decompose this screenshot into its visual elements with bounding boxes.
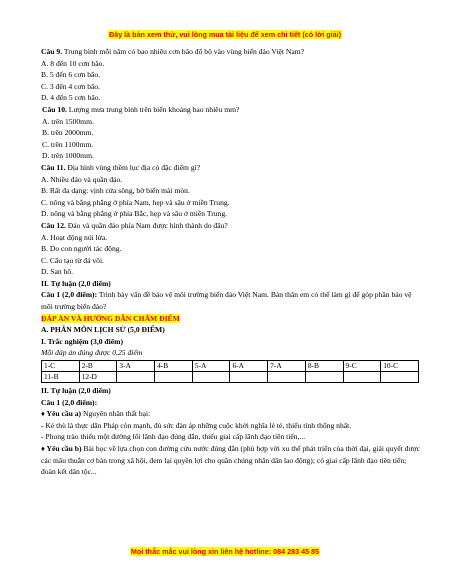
option: A. trên 1500mm. [42, 116, 94, 126]
table-cell [230, 372, 268, 383]
option: C. nông và bằng phẳng ở phía Nam, hẹp và sâu ở miền Trung. [41, 197, 230, 207]
table-cell: 12-D [79, 372, 117, 383]
option: D. 4 đến 5 cơn bão. [41, 93, 101, 103]
option: A. 8 đến 10 cơn bão. [41, 58, 105, 68]
question-number: Câu 1 (2,0 điểm): [41, 290, 98, 300]
multiple-choice-heading: I. Trắc nghiệm (3,0 điểm) [41, 336, 123, 346]
question-text: Lượng mưa trung bình trên biển khoảng bao nhiêu mm? [66, 104, 240, 114]
requirement-label: ♦ Yêu cầu b) [41, 444, 82, 453]
table-cell: 5-A [192, 361, 230, 372]
option: C. Cấu tạo từ đá vôi. [41, 255, 104, 265]
requirement-label: ♦ Yêu cầu a) [41, 409, 82, 419]
table-cell: 8-B [305, 361, 343, 372]
answer-point: - Phong trào thiếu một đường lối lãnh đạo đúng đắn, thiếu giai cấp lãnh đạo tiên tiến,... [41, 432, 306, 442]
question-9 [41, 46, 421, 58]
table-row [42, 361, 419, 372]
table-cell: 6-A [230, 361, 268, 372]
table-cell [192, 372, 230, 383]
preview-notice-text: Đây là bản xem thử, vui lòng mua tài liệu để xem chi tiết (có lời giải) [109, 30, 341, 39]
table-cell: 2-B [79, 361, 117, 372]
question-12 [41, 220, 421, 232]
document-body [41, 46, 421, 478]
question-text: Đảo và quần đảo phía Nam được hình thành do đâu? [65, 220, 228, 230]
question-number: Câu 10. [42, 104, 67, 114]
option: A. Nhiều đảo và quần đảo. [41, 174, 123, 184]
table-cell: 9-C [343, 361, 381, 372]
table-cell [155, 372, 193, 383]
question-text: Trung bình mỗi năm có bao nhiêu cơn bão đổ bộ vào vùng biển đảo Việt Nam? [62, 47, 305, 56]
question-number: Câu 12. [41, 220, 66, 230]
essay-heading: II. Tự luận (2,0 điểm) [41, 386, 111, 396]
section-heading: II. Tự luận (2,0 điểm) [41, 278, 111, 288]
answer-point: - Kẻ thù là thực dân Pháp còn mạnh, đủ sức đàn áp những cuộc khởi nghĩa lẻ tẻ, thiếu tính thống nhất. [41, 420, 352, 430]
table-cell [305, 372, 343, 383]
table-cell [343, 372, 381, 383]
option: D. nông và bằng phẳng ở phía Bắc, hẹp và sâu ở miền Trung. [41, 209, 228, 219]
requirement-a: ♦ Yêu cầu a) Nguyên nhân thất bại: [41, 409, 151, 419]
table-cell: 3-A [117, 361, 155, 372]
essay-answer-heading: Câu 1 (2,0 điểm): [41, 397, 98, 407]
option: B. Do con người tác động. [41, 244, 122, 254]
question-number: Câu 9. [41, 47, 63, 56]
table-row [42, 372, 419, 383]
question-11 [41, 162, 421, 174]
answer-key-heading: ĐÁP ÁN VÀ HƯỚNG DẪN CHẤM ĐIỂM [41, 313, 180, 323]
option: B. Rất đa dạng: vịnh cửa sông, bờ biển mài mòn. [41, 186, 190, 196]
table-cell: 7-A [268, 361, 306, 372]
option: B. 5 đến 6 cơn bão. [41, 70, 101, 80]
option: A. Hoạt động núi lửa. [41, 232, 108, 242]
requirement-b: ♦ Yêu cầu b) Bài học về lựa chọn con đường cứu nước đúng đắn (phù hợp với xu thế phát triển của thời đại, giải quyết được các mâu thuẫn cơ bản trong xã hội, đem lại quyền lợi cho quần chúng nhân dân lao động); có giai cấp lãnh đạo tiên tiến; đoàn kết dân tộc... [41, 444, 420, 477]
essay-question-1 [41, 289, 421, 312]
answer-table [41, 360, 419, 383]
option: B. trên 2000mm. [42, 128, 94, 138]
table-cell [381, 372, 419, 383]
question-text: Địa hình vùng thềm lục địa có đặc điểm gì? [65, 162, 201, 172]
preview-notice-banner [0, 30, 450, 39]
table-cell: 11-B [42, 372, 80, 383]
table-cell [268, 372, 306, 383]
question-number: Câu 11. [41, 162, 66, 172]
scoring-note: Mỗi đáp án đúng được 0,25 điểm [41, 348, 143, 358]
option: D. San hô. [41, 267, 74, 277]
option: C. trên 1100mm. [42, 139, 94, 149]
table-cell [117, 372, 155, 383]
table-cell: 10-C [381, 361, 419, 372]
hotline-banner [0, 547, 450, 556]
option: C. 3 đến 4 cơn bão. [41, 81, 101, 91]
section-a-heading: A. PHÂN MÔN LỊCH SỬ (5,0 ĐIỂM) [41, 325, 165, 335]
table-cell: 4-B [155, 361, 193, 372]
question-10 [41, 104, 421, 116]
question-text: Trình bày vấn đề bảo vệ môi trường biển đảo Việt Nam. Bản thân em có thể làm gì để góp phần bảo vệ môi trường biển đảo? [41, 290, 412, 312]
hotline-text: Mọi thắc mắc vui lòng xin liên hệ hotline: 084 283 45 85 [130, 547, 320, 556]
option: D. trên 1000mm. [42, 151, 94, 161]
table-cell: 1-C [42, 361, 80, 372]
